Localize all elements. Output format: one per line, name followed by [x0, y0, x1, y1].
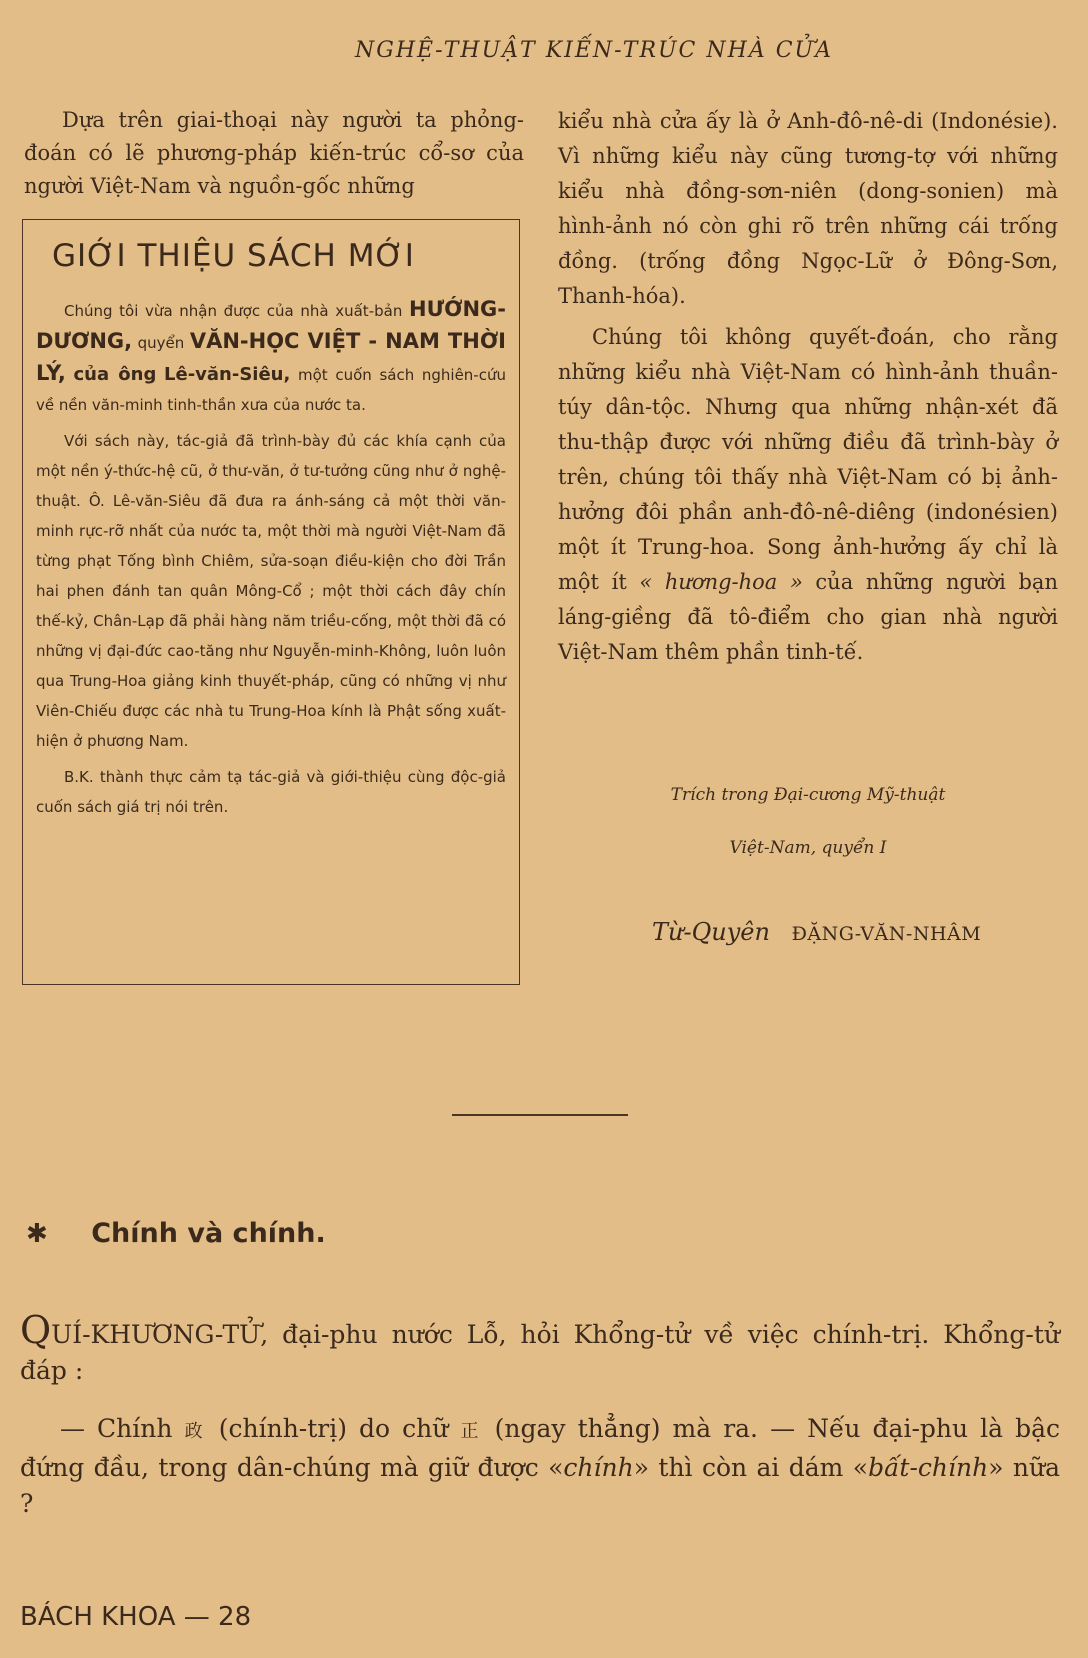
story-p2 [20, 1411, 1060, 1522]
section-divider [452, 1114, 628, 1116]
text-span: quyển [137, 334, 185, 352]
source-credit-line-2: Việt-Nam, quyển I [729, 838, 887, 858]
text-span: UÍ-KHƯƠNG-TỬ, đại-phu nước Lỗ, hỏi Khổng-tử về việc chính-trị. Khổng-tử đáp : [20, 1320, 1060, 1385]
pen-name: Từ-Quyên [652, 918, 770, 946]
source-credit-line-1: Trích trong Đại-cương Mỹ-thuật [670, 785, 946, 805]
left-intro-paragraph: Dựa trên giai-thoại này người ta phỏng-đoán có lẽ phương-pháp kiến-trúc cổ-sơ của người Việt-Nam và nguồn-gốc những [24, 108, 524, 198]
chinese-character: 正 [460, 1421, 483, 1442]
right-column [558, 104, 1058, 676]
book-intro-p2: Với sách này, tác-giả đã trình-bày đủ các khía cạnh của một nền ý-thức-hệ cũ, ở thư-văn, ở tư-tưởng cũng như ở nghệ-thuật. Ô. Lê-văn-Siêu đã đưa ra ánh-sáng cả một thời văn-minh rực-rỡ nhất của nước ta, một thời mà người Việt-Nam đã từng phạt Tống bình Chiêm, sửa-soạn điều-kiện cho đời Trần hai phen đánh tan quân Mông-Cổ ; một thời cách đây chín thế-kỷ, Chân-Lạp đã phải hàng năm triều-cống, một thời đã có những vị đại-đức cao-tăng như Nguyễn-minh-Không, luôn luôn qua Trung-Hoa giảng kinh thuyết-pháp, cũng có những vị như Viên-Chiếu được các nhà tu Trung-Hoa kính là Phật sống xuất-hiện ở phương Nam. [36, 432, 506, 750]
text-span: một cuốn sách nghiên-cứu về nền văn-minh tinh-thần xưa của nước ta. [36, 366, 506, 414]
story-body [20, 1308, 1061, 1544]
page-footer: BÁCH KHOA — 28 [20, 1602, 252, 1632]
text-span: (chính-trị) do chữ [218, 1414, 449, 1443]
publisher-name: HƯỚNG-DƯƠNG, [36, 297, 506, 353]
text-span: của ông [73, 364, 157, 385]
asterisk-icon: ✱ [26, 1219, 48, 1249]
story-p1 [20, 1308, 1060, 1389]
text-span: » nữa ? [20, 1453, 1060, 1518]
book-intro-p1 [36, 294, 506, 420]
book-intro-title: GIỚI THIỆU SÁCH MỚI [52, 238, 415, 274]
right-p2 [558, 320, 1058, 670]
running-head: NGHỆ-THUẬT KIẾN-TRÚC NHÀ CỬA [355, 38, 833, 63]
text-span: của những người bạn láng-giềng đã tô-điểm cho gian nhà người Việt-Nam thêm phần tinh-tế. [558, 570, 1058, 664]
text-span: — Chính [60, 1414, 173, 1443]
book-title: VĂN-HỌC VIỆT - NAM THỜI LÝ, [36, 329, 506, 385]
right-p1: kiểu nhà cửa ấy là ở Anh-đô-nê-di (Indonésie). Vì những kiểu này cũng tương-tợ với những kiểu nhà đồng-sơn-niên (dong-sonien) mà hình-ảnh nó còn ghi rõ trên những cái trống đồng. (trống đồng Ngọc-Lữ ở Đông-Sơn, Thanh-hóa). [558, 109, 1058, 308]
quoted-term: « hương-hoa » [639, 570, 803, 594]
text-span: Chúng tôi không quyết-đoán, cho rằng những kiểu nhà Việt-Nam có hình-ảnh thuần-túy dân-tộc. Nhưng qua những nhận-xét đã thu-thập được với những điều đã trình-bày ở trên, chúng tôi thấy nhà Việt-Nam có bị ảnh-hưởng đôi phần anh-đô-nê-diêng (indonésien) một ít Trung-hoa. Song ảnh-hưởng ấy chỉ là một ít [558, 325, 1058, 594]
text-span: (ngay thẳng) mà ra. — Nếu đại-phu là bậc đứng đầu, trong dân-chúng mà giữ được « [20, 1414, 1061, 1482]
book-author: Lê-văn-Siêu, [164, 364, 291, 385]
section-heading [26, 1218, 326, 1249]
book-intro-p3: B.K. thành thực cảm tạ tác-giả và giới-thiệu cùng độc-giả cuốn sách giá trị nói trên. [36, 768, 506, 816]
chinese-character: 政 [184, 1421, 207, 1442]
emphasized-word: chính [563, 1453, 634, 1482]
text-span: » thì còn ai dám « [633, 1453, 869, 1482]
drop-cap: Q [20, 1308, 52, 1352]
emphasized-word: bất-chính [868, 1453, 989, 1482]
article-author [652, 918, 981, 946]
book-intro-body [36, 294, 506, 828]
text-span: Chúng tôi vừa nhận được của nhà xuất-bản [64, 302, 403, 320]
section-title: Chính và chính. [91, 1218, 326, 1249]
author-name: ĐẶNG-VĂN-NHÂM [791, 923, 982, 945]
